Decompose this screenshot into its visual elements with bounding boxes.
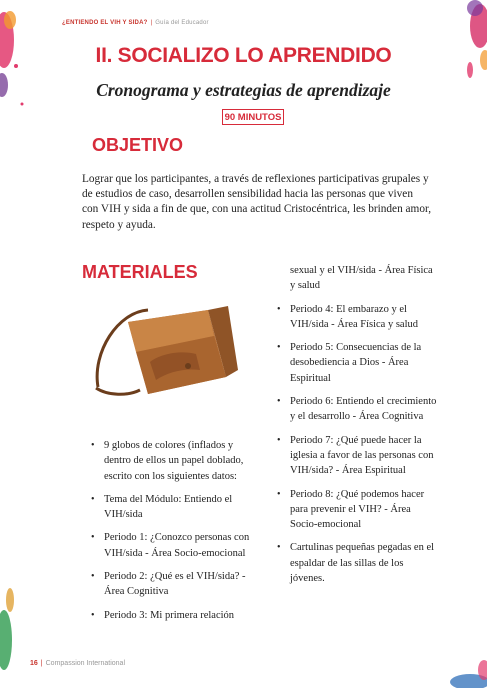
materials-heading: MATERIALES	[82, 262, 198, 282]
running-header	[62, 20, 209, 26]
materials-list-left	[91, 438, 256, 631]
page-footer	[30, 660, 125, 667]
list-item: • Periodo 8: ¿Qué podemos hacer para prevenir el VIH? - Área Socio-emocional	[277, 488, 425, 531]
list-item: • Periodo 3: Mi primera relación	[91, 608, 256, 623]
bullet-dot: •	[277, 434, 281, 446]
objective-text: Lograr que los participantes, a través de reflexiones participativas grupales y de estudios de caso, desarrollen sensibilidad hacia las personas que viven con VIH y sida a fin de que, con una actitud Cristocéntrica, les brinden amor, respeto y ayuda.	[82, 173, 432, 231]
section-title: II. SOCIALIZO LO APRENDIDO	[95, 44, 392, 67]
bullet-dot: •	[277, 396, 281, 408]
bullet-dot: •	[91, 609, 95, 621]
list-item: • Periodo 1: ¿Conozco personas con VIH/sida - Área Socio-emocional	[91, 532, 250, 559]
bullet-dot: •	[91, 440, 95, 451]
list-item: • Periodo 5: Consecuencias de la desobediencia a Dios - Área Espiritual	[277, 342, 422, 384]
footer-organization: Compassion International	[45, 660, 126, 667]
header-separator: |	[150, 20, 153, 26]
list-item: • Periodo 7: ¿Qué puede hacer la iglesia a favor de las personas con VIH/sida? - Área Espiritual	[277, 434, 434, 477]
page-number: 16	[30, 660, 38, 667]
header-title: ¿ENTIENDO EL VIH Y SIDA?	[62, 20, 148, 26]
bullet-dot: •	[91, 571, 95, 583]
objective-heading: OBJETIVO	[92, 135, 184, 155]
materials-list-right-items	[277, 302, 437, 587]
list-item-continuation: sexual y el VIH/sida - Área Física y salud	[290, 265, 433, 292]
duration-badge: 90 MINUTOS	[222, 109, 284, 125]
bullet-dot: •	[277, 542, 281, 554]
footer-separator: |	[40, 660, 43, 667]
list-item: • 9 globos de colores (inflados y dentro de ellos un papel doblado, escrito con los siguientes datos:	[91, 440, 244, 482]
bullet-dot: •	[277, 342, 281, 354]
materials-list-right	[277, 263, 437, 594]
bullet-dot: •	[277, 488, 281, 500]
bullet-dot: •	[277, 303, 281, 315]
bullet-dot: •	[91, 532, 95, 544]
shoulder-bag-illustration	[88, 292, 238, 407]
bullet-dot: •	[91, 493, 95, 505]
list-item: • Tema del Módulo: Entiendo el VIH/sida	[91, 493, 233, 521]
list-item: • Periodo 4: El embarazo y el VIH/sida - Área Física y salud	[277, 303, 419, 330]
header-guide: Guía del Educador	[155, 20, 209, 26]
list-item: • Periodo 6: Entiendo el crecimiento y el desarrollo - Área Cognitiva	[277, 396, 437, 423]
list-item: • Periodo 2: ¿Qué es el VIH/sida? - Área Cognitiva	[91, 571, 246, 598]
list-item: • Cartulinas pequeñas pegadas en el espaldar de las sillas de los jóvenes.	[277, 542, 435, 585]
subtitle: Cronograma y estrategias de aprendizaje	[96, 80, 391, 100]
